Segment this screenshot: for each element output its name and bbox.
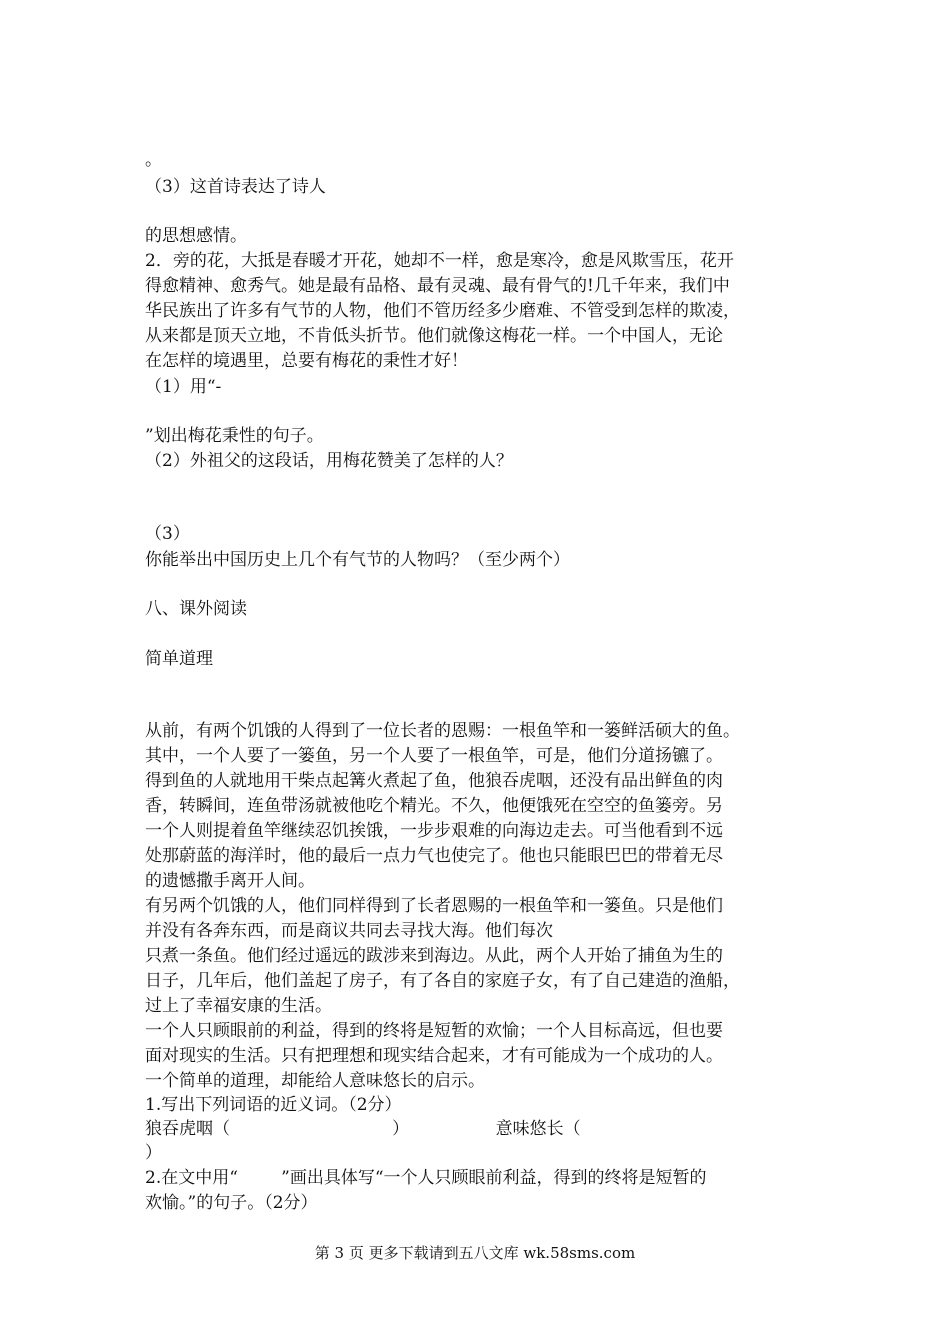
question-line: 欢愉。”的句子。（2分） — [145, 1193, 318, 1213]
text-line: 其中，一个人要了一篓鱼，另一个人要了一根鱼竿，可是，他们分道扬镳了。 — [145, 746, 723, 766]
text-line: （3） — [145, 524, 190, 544]
text-line: 一个人则提着鱼竿继续忍饥挨饿，一步步艰难的向海边走去。可当他看到不远 — [145, 821, 723, 841]
text-line: 得愈精神、愈秀气。她是最有品格、最有灵魂、最有骨气的!几千年来，我们中 — [145, 276, 730, 296]
text-line: 在怎样的境遇里，总要有梅花的秉性才好！ — [145, 351, 468, 371]
text-line: 香，转瞬间，连鱼带汤就被他吃个精光。不久，他便饿死在空空的鱼篓旁。另 — [145, 796, 723, 816]
text-line: 一个人只顾眼前的利益，得到的终将是短暂的欢愉；一个人目标高远，但也要 — [145, 1021, 723, 1041]
text-line: 处那蔚蓝的海洋时，他的最后一点力气也使完了。他也只能眼巴巴的带着无尽 — [145, 846, 723, 866]
text-line: 的思想感情。 — [145, 226, 247, 246]
text-line: 有另两个饥饿的人，他们同样得到了长者恩赐的一根鱼竿和一篓鱼。只是他们 — [145, 896, 723, 916]
text-line: 一个简单的道理，却能给人意味悠长的启示。 — [145, 1071, 485, 1091]
text-line: 你能举出中国历史上几个有气节的人物吗？（至少两个） — [145, 550, 570, 570]
page-footer: 第 3 页 更多下载请到五八文库 wk.58sms.com — [314, 1244, 636, 1262]
section-heading: 八、课外阅读 — [145, 599, 247, 619]
text-line: 只煮一条鱼。他们经过遥远的跋涉来到海边。从此，两个人开始了捕鱼为生的 — [145, 946, 723, 966]
text-line: 面对现实的生活。只有把理想和现实结合起来，才有可能成为一个成功的人。 — [145, 1046, 723, 1066]
question-line: 狼吞虎咽（ ） 意味悠长（ — [145, 1119, 581, 1139]
text-line: （3）这首诗表达了诗人 — [145, 177, 326, 197]
text-line: 过上了幸福安康的生活。 — [145, 996, 332, 1016]
text-line: ”划出梅花秉性的句子。 — [145, 426, 324, 446]
text-line: 并没有各奔东西，而是商议共同去寻找大海。他们每次 — [145, 921, 553, 941]
text-line: 华民族出了许多有气节的人物，他们不管历经多少磨难、不管受到怎样的欺凌， — [145, 301, 740, 321]
text-line: 得到鱼的人就地用干柴点起篝火煮起了鱼，他狼吞虎咽，还没有品出鲜鱼的肉 — [145, 771, 723, 791]
article-title: 简单道理 — [145, 649, 213, 669]
text-line: 日子，几年后，他们盖起了房子，有了各自的家庭子女，有了自己建造的渔船， — [145, 971, 740, 991]
question-line: 1.写出下列词语的近义词。（2分） — [145, 1095, 402, 1115]
question-line: ） — [145, 1143, 162, 1163]
question-line: 2.在文中用“ ”画出具体写“一个人只顾眼前利益，得到的终将是短暂的 — [145, 1168, 707, 1188]
text-line: 从来都是顶天立地，不肯低头折节。他们就像这梅花一样。一个中国人，无论 — [145, 326, 723, 346]
text-line: 2．旁的花，大抵是春暖才开花，她却不一样，愈是寒冷，愈是风欺雪压，花开 — [145, 251, 734, 271]
text-line: 。 — [145, 150, 162, 170]
text-line: 的遗憾撒手离开人间。 — [145, 871, 315, 891]
text-line: 从前，有两个饥饿的人得到了一位长者的恩赐：一根鱼竿和一篓鲜活硕大的鱼。 — [145, 721, 740, 741]
text-line: （2）外祖父的这段话，用梅花赞美了怎样的人？ — [145, 451, 513, 471]
text-line: （1）用“- — [145, 377, 222, 397]
